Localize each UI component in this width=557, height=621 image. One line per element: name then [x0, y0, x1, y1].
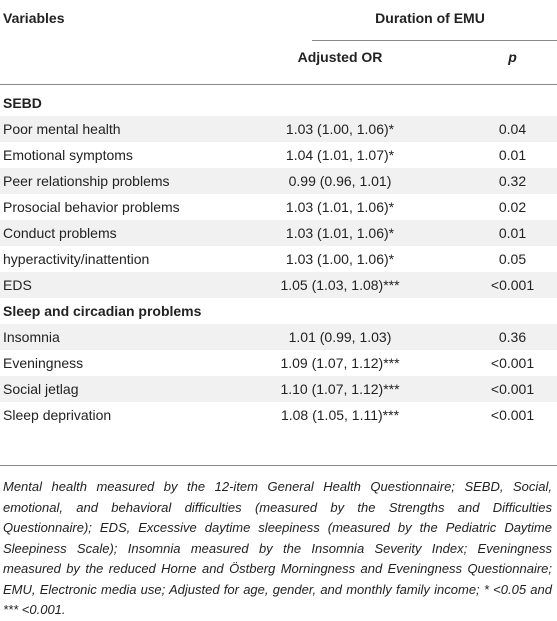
table-row — [0, 142, 557, 168]
variable-label: Peer relationship problems — [3, 173, 170, 189]
table-row — [0, 220, 557, 246]
table-row — [0, 246, 557, 272]
p-value: 0.36 — [498, 329, 527, 345]
table-row — [0, 324, 557, 350]
header-bottom-rule — [0, 84, 557, 85]
table-row — [0, 402, 557, 428]
table-row — [0, 116, 557, 142]
adjusted-or-value: 1.04 (1.01, 1.07)* — [285, 147, 395, 163]
adjusted-or-value: 1.03 (1.00, 1.06)* — [285, 121, 395, 137]
variable-label: Sleep deprivation — [3, 407, 112, 423]
adjusted-or-value: 1.03 (1.00, 1.06)* — [285, 251, 395, 267]
adjusted-or-value: 1.05 (1.03, 1.08)*** — [280, 277, 400, 293]
p-value: 0.05 — [498, 251, 527, 267]
variable-label: Social jetlag — [3, 381, 79, 397]
table-row — [0, 272, 557, 298]
table-row — [0, 194, 557, 220]
p-value: <0.001 — [490, 277, 535, 293]
variable-label: Insomnia — [3, 329, 60, 345]
header-variables: Variables — [3, 10, 65, 26]
p-value: 0.01 — [498, 147, 527, 163]
p-value: 0.01 — [498, 225, 527, 241]
p-value: 0.02 — [498, 199, 527, 215]
adjusted-or-value: 1.03 (1.01, 1.06)* — [285, 225, 395, 241]
variable-label: Conduct problems — [3, 225, 117, 241]
table-row — [0, 350, 557, 376]
adjusted-or-value: 1.10 (1.07, 1.12)*** — [280, 381, 400, 397]
table-row — [0, 168, 557, 194]
header-span-rule — [312, 40, 557, 41]
adjusted-or-value: 1.03 (1.01, 1.06)* — [285, 199, 395, 215]
section-row-sebd — [0, 90, 557, 116]
table-footnote: Mental health measured by the 12-item General Health Questionnaire; SEBD, Social, emotional, and behavioral difficulties (measured by the Strengths and Difficulties Questionnaire); EDS, Excessive daytime sleepiness (measured by the Pediatric Daytime Sleepiness Scale); Insomnia measured by the Insomnia Severity Index; Eveningness measured by the reduced Horne and Östberg Morningness and Eveningness Questionnaire; EMU, Electronic media use; Adjusted for age, gender, and monthly family income; * <0.05 and *** <0.001. — [3, 479, 552, 617]
p-value: <0.001 — [490, 381, 535, 397]
section-label: Sleep and circadian problems — [3, 303, 202, 319]
adjusted-or-value: 0.99 (0.96, 1.01) — [288, 173, 392, 189]
p-value: <0.001 — [490, 355, 535, 371]
variable-label: hyperactivity/inattention — [3, 251, 150, 267]
section-row-sleep — [0, 298, 557, 324]
header-adjusted-or: Adjusted OR — [297, 49, 383, 65]
p-value: 0.32 — [498, 173, 527, 189]
variable-label: Eveningness — [3, 355, 84, 371]
variable-label: Poor mental health — [3, 121, 121, 137]
variable-label: Prosocial behavior problems — [3, 199, 180, 215]
variable-label: EDS — [3, 277, 32, 293]
adjusted-or-value: 1.08 (1.05, 1.11)*** — [280, 407, 400, 423]
adjusted-or-value: 1.09 (1.07, 1.12)*** — [280, 355, 400, 371]
table-row — [0, 376, 557, 402]
variable-label: Emotional symptoms — [3, 147, 133, 163]
table-bottom-rule — [0, 465, 557, 466]
p-value: <0.001 — [490, 407, 535, 423]
adjusted-or-value: 1.01 (0.99, 1.03) — [288, 329, 392, 345]
p-value: 0.04 — [498, 121, 527, 137]
header-duration-of-emu: Duration of EMU — [375, 10, 485, 26]
section-label: SEBD — [3, 95, 42, 111]
header-p: p — [508, 49, 517, 65]
